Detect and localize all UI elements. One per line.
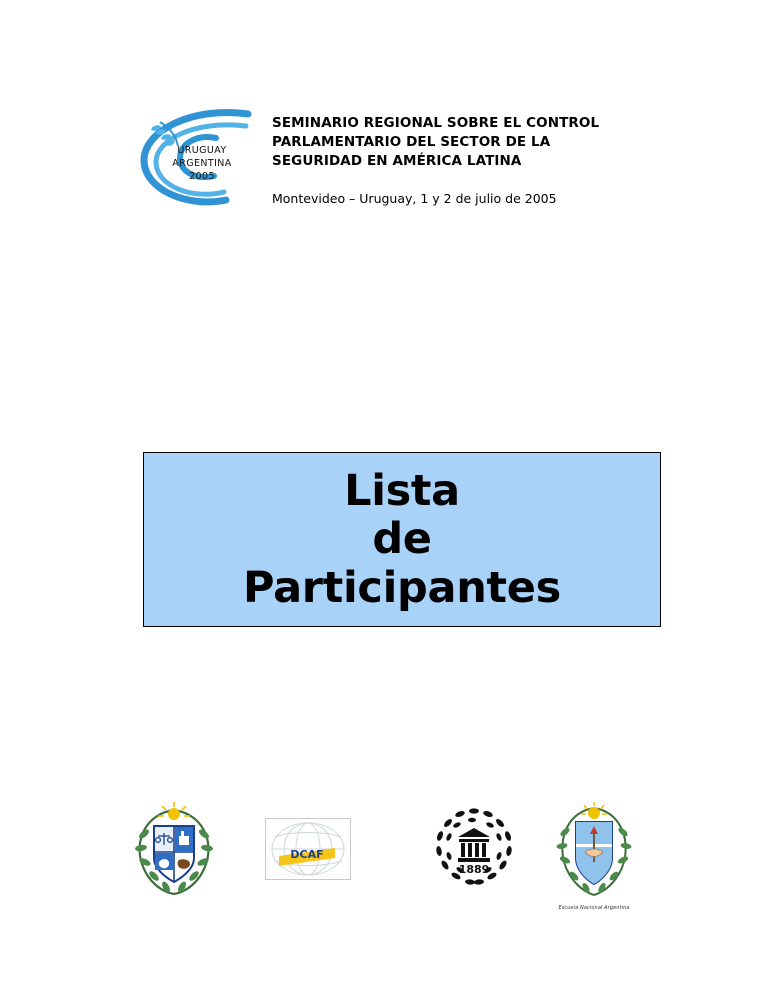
- dcaf-wordmark: DCAF: [290, 848, 324, 861]
- header-text-block: [272, 100, 768, 208]
- title-box: [143, 452, 661, 627]
- footer-logos: [0, 800, 768, 910]
- uruguay-argentina-2005-logo: [130, 104, 258, 208]
- svg-text:2005: 2005: [189, 171, 215, 182]
- title-line-1: Lista: [344, 466, 460, 517]
- header-logo-container: [130, 104, 260, 208]
- title-line-2: de: [372, 514, 432, 565]
- ipu-year-label: 1889: [458, 863, 490, 876]
- uruguay-coat-of-arms: [128, 800, 220, 902]
- ipu-1889-logo: [432, 806, 516, 894]
- svg-text:ARGENTINA: ARGENTINA: [172, 158, 232, 169]
- svg-text:URUGUAY: URUGUAY: [177, 145, 227, 156]
- document-header: [0, 100, 768, 208]
- escuela-nacional-argentina-caption: Escuela Nacional Argentina: [558, 905, 630, 911]
- title-line-3: Participantes: [243, 562, 561, 613]
- dcaf-logo: [265, 818, 351, 884]
- escuela-nacional-argentina-logo: [552, 800, 636, 911]
- seminar-title: SEMINARIO REGIONAL SOBRE EL CONTROL PARLAMENTARIO DEL SECTOR DE LA SEGURIDAD EN AMÉRICA LATINA: [272, 115, 600, 170]
- seminar-subtitle: Montevideo – Uruguay, 1 y 2 de julio de 2005: [272, 191, 557, 207]
